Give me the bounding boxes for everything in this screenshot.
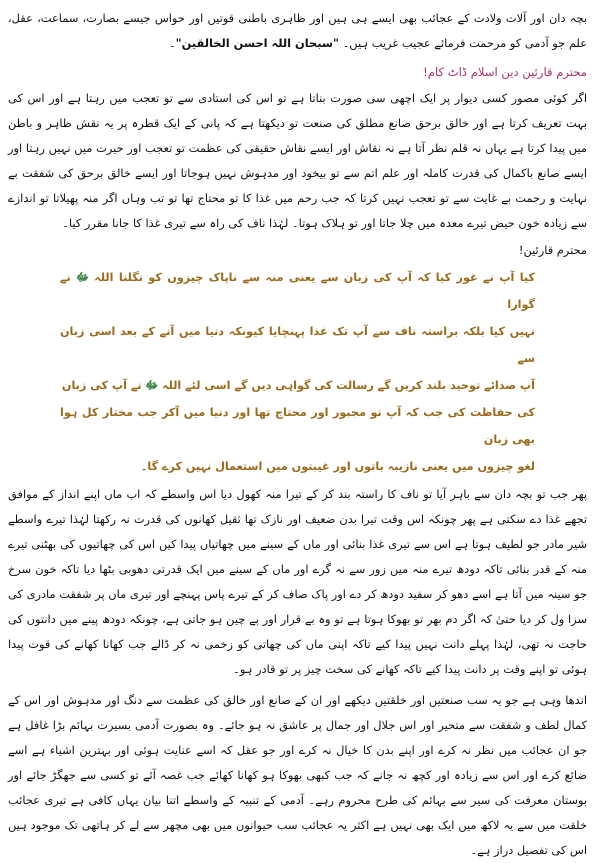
quote-line-3-end: نے آپ کی زبان (61, 379, 142, 392)
honorific-icon: ﷻ (76, 271, 89, 284)
quote-line-1-end: نے گوارا (60, 271, 535, 311)
quote-line-5: لغو چیزوں میں یعنی نازیبہ باتوں اور غیبتوں میں استعمال نہیں کرے گا۔ (140, 460, 535, 473)
paragraph-1: اگر کوئی مصور کسی دیوار پر ایک اچھی سی صورت بناتا ہے تو اس کی استادی سے تو تعجب میں رہتا ہے اور اس کی بہت تعریف کرتا ہے اور خالق برحق صانع مطلق کی صنعت تو دیکھتا ہے کہ پانی کے ایک قطرہ پر یہ نقش ظاہر و باطن میں پیدا کرتا ہے یہاں نہ قلم نظر آتا ہے نہ نقاش اور ایسے نقاش حقیقی کی عظمت تو تعجب اور حیرت میں نہیں رہتا اور ایسے صانع باکمال کی قدرت کاملہ اور علم اتم سے تو بیخود اور مدہوش نہیں ہوجاتا اور ایسے خالق برحق کی شفقت بے نہایت و رحمت بے غایت سے تو تعجب نہیں کرتا کہ جب رحم میں غذا کا تو محتاج تھا تو تب وہاں اگر منہ پھیلاتا تو اندازے سے زیادہ خون حیض تیرے معدہ میں چلا جاتا اور تو ہلاک ہوتا۔ لہٰذا ناف کی راہ سے تیری غذا کا جانا مقرر کیا۔ (8, 91, 587, 230)
highlight-quote (60, 264, 535, 480)
honorific-icon: ﷻ (145, 379, 159, 392)
quote-line-1-text: کیا آپ نے غور کیا کہ آپ کی زبان سے یعنی منہ سے ناپاک چیزوں کو نگلنا اللہ (94, 271, 535, 284)
quote-line-4: کی حفاظت کی جب کہ آپ تو مجبور اور محتاج تھا اور دنیا میں آکر جب مختار کل ہوا بھی زبان (60, 406, 535, 446)
arabic-phrase: "سبحان اللہ احسن الخالقین" (175, 36, 339, 50)
paragraph-3: اندھا وہی ہے جو یہ سب صنعتیں اور خلقتیں دیکھے اور ان کے صانع اور خالق کی عظمت سے دنگ اور مدہوش اور اس کے کمال لطف و شفقت سے متحیر اور اس جلال اور جمال پر عاشق نہ ہو جائے۔ وہ بصورت آدمی بسیرت بہائم بڑا غافل ہے جو ان عجائب میں نظر نہ کرے اور اپنے بدن کا خیال نہ کرے اور جو عقل کہ اسے عنایت ہوئی اور بہترین اشیاء ہے اسے ضائع کرے اور اس سے زیادہ اور کچھ نہ جانے کہ جب کبھی بھوکا ہو کھانا کھائے جب غصہ آئے تو کسی سے جھگڑ جائے اور بوستان معرفت کی سیر سے بہائم کی طرح محروم رہے۔ آدمی کے تنبیہ کے واسطے اتنا بیان یہاں کافی ہے تیری عجائب خلقت میں سے یہ لاکھ میں ایک بھی نہیں ہے اکثر یہ عجائب سب حیوانوں میں بھی مچھر سے لے کر ہاتھی تک موجود ہیں اس کی تفصیل دراز ہے۔ (8, 693, 587, 857)
quote-line-3 (60, 372, 535, 399)
sub-heading: محترم قارئین! (518, 243, 587, 257)
quote-line-1 (60, 264, 535, 318)
paragraph-2: پھر جب تو بچہ دان سے باہر آیا تو ناف کا راستہ بند کر کے تیرا منہ کھول دیا اس واسطے کہ اب ماں اپنے انداز کے موافق تجھے غذا دے سکتی ہے پھر چونکہ اس وقت تیرا بدن ضعیف اور نازک تھا ثقیل کھانوں کی قدرت نہ رکھتا لہٰذا تیرے واسطے شیر مادر جو لطیف ہوتا ہے اس سے تیری غذا بنائی اور ماں کے سینے میں چھاتیاں پیدا کیں اس کی چھاتیوں کی بھٹنی تیرے منہ کے قدر بنائی تاکہ دودھ تیرے منہ میں زور سے نہ گرے اور ماں کے سینے میں ایک قدرتی دھوبی بٹھا دیا تاکہ خون سرخ جو سینہ میں آتا ہے اسے دھو کر سفید دودھ کر دے اور پاک صاف کر کے تیرے پاس پہنچے اور تیری ماں پر شفقت مادری کی سزا ول کر دیا حتیٰ کہ اگر دم بھر تو بھوکا ہوتا ہے تو وہ بے قرار اور بے چین ہو جاتی ہے، چونکہ دودھ پینے میں دانتوں کی حاجت نہ تھی، لہٰذا پہلے دانت نہیں پیدا کیے تاکہ اپنی ماں کی چھاتی کو زخمی نہ کر ڈالے جب کھانا کھانے کی قوت پیدا ہوئی تو اپنے وقت پر دانت پیدا کیے تاکہ کھانے کی سخت چیز پر تو قادر ہو۔ (8, 487, 587, 676)
intro-paragraph (8, 6, 587, 56)
intro-line-2: فرمائے عجیب غریب ہیں۔ (342, 36, 466, 50)
quote-line-2: نہیں کیا بلکہ براستہ ناف سے آپ تک غذا پہنچایا کیونکہ دنیا میں آنے کے بعد اسی زبان سے (60, 325, 535, 365)
quote-line-3-text: آپ صدائے توحید بلند کریں گے رسالت کی گواہی دیں گے اسی لئے اللہ (162, 379, 535, 392)
intro-line-2-end: ۔ (168, 36, 176, 50)
intro-line-1: بچہ دان اور آلات ولادت کے عجائب بھی ایسے ہی ہیں اور ظاہری باطنی قوتیں اور حواس جیسے بصارت، سماعت، عقل، علم جو آدمی کو مرحمت (8, 11, 587, 50)
section-heading: محترم قارئین دین اسلام ڈاٹ کام! (423, 65, 587, 79)
